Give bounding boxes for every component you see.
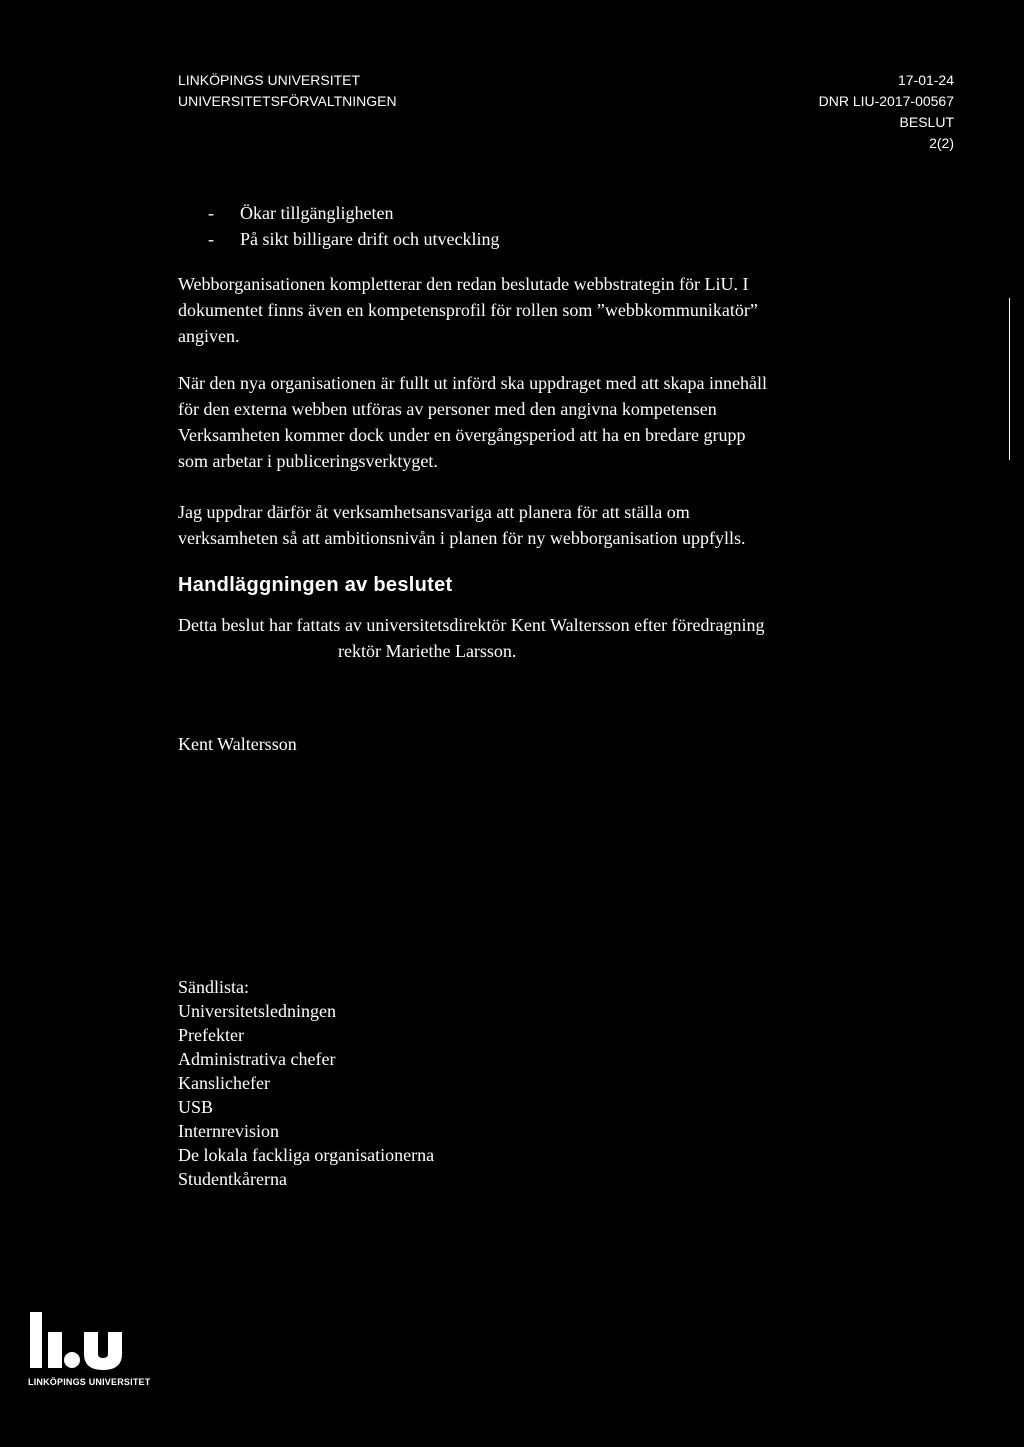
- list-item: - På sikt billigare drift och utveckling: [208, 229, 500, 249]
- list-item: Administrativa chefer: [178, 1049, 336, 1069]
- list-item: De lokala fackliga organisationerna: [178, 1145, 435, 1165]
- doc-type: BESLUT: [899, 114, 954, 130]
- section-heading: Handläggningen av beslutet: [178, 574, 453, 596]
- distribution-title: Sändlista:: [178, 977, 249, 997]
- header-left: [178, 70, 397, 112]
- paragraph-uppdrag: Jag uppdrar därför åt verksamhetsansvariga att planera för att ställa om verksamheten så att ambitionsnivån i planen för ny webborganisation uppfylls.: [178, 502, 746, 548]
- list-item: Universitetsledningen: [178, 1001, 336, 1021]
- list-item: - Ökar tillgängligheten: [208, 203, 394, 223]
- doc-date: 17-01-24: [897, 72, 954, 88]
- bullet-list: [208, 200, 499, 252]
- list-item: Prefekter: [178, 1025, 244, 1045]
- paragraph-handlaggning: Detta beslut har fattats av universitetsdirektör Kent Waltersson efter föredragning rektör Mariethe Larsson.: [178, 615, 765, 661]
- page-number: 2(2): [929, 135, 954, 151]
- paragraph-webborganisation: Webborganisationen kompletterar den redan beslutade webbstrategin för LiU. I dokumentet finns även en kompetensprofil för rollen som ”webbkommunikatör” angiven.: [178, 274, 758, 346]
- paragraph-ny-organisation: När den nya organisationen är fullt ut införd ska uppdraget med att skapa innehåll för den externa webben utföras av personer med den angivna kompetensen Verksamheten kommer dock under en övergångsperiod att ha en bredare grupp som arbetar i publiceringsverktyget.: [178, 373, 767, 471]
- liu-logo: [28, 1308, 178, 1387]
- liu-logo-mark: [28, 1308, 168, 1370]
- unit-name: UNIVERSITETSFÖRVALTNINGEN: [178, 93, 397, 109]
- logo-text: LINKÖPINGS UNIVERSITET: [28, 1377, 151, 1387]
- doc-dnr: DNR LIU-2017-00567: [818, 93, 954, 109]
- margin-line: [1009, 298, 1010, 460]
- list-item: Kanslichefer: [178, 1073, 270, 1093]
- signature-name: Kent Waltersson: [178, 734, 297, 754]
- header-right: [819, 70, 954, 154]
- distribution-list: [178, 975, 434, 1191]
- list-item: USB: [178, 1097, 214, 1117]
- org-name: LINKÖPINGS UNIVERSITET: [178, 72, 361, 88]
- list-item: Internrevision: [178, 1121, 279, 1141]
- list-item: Studentkårerna: [178, 1169, 287, 1189]
